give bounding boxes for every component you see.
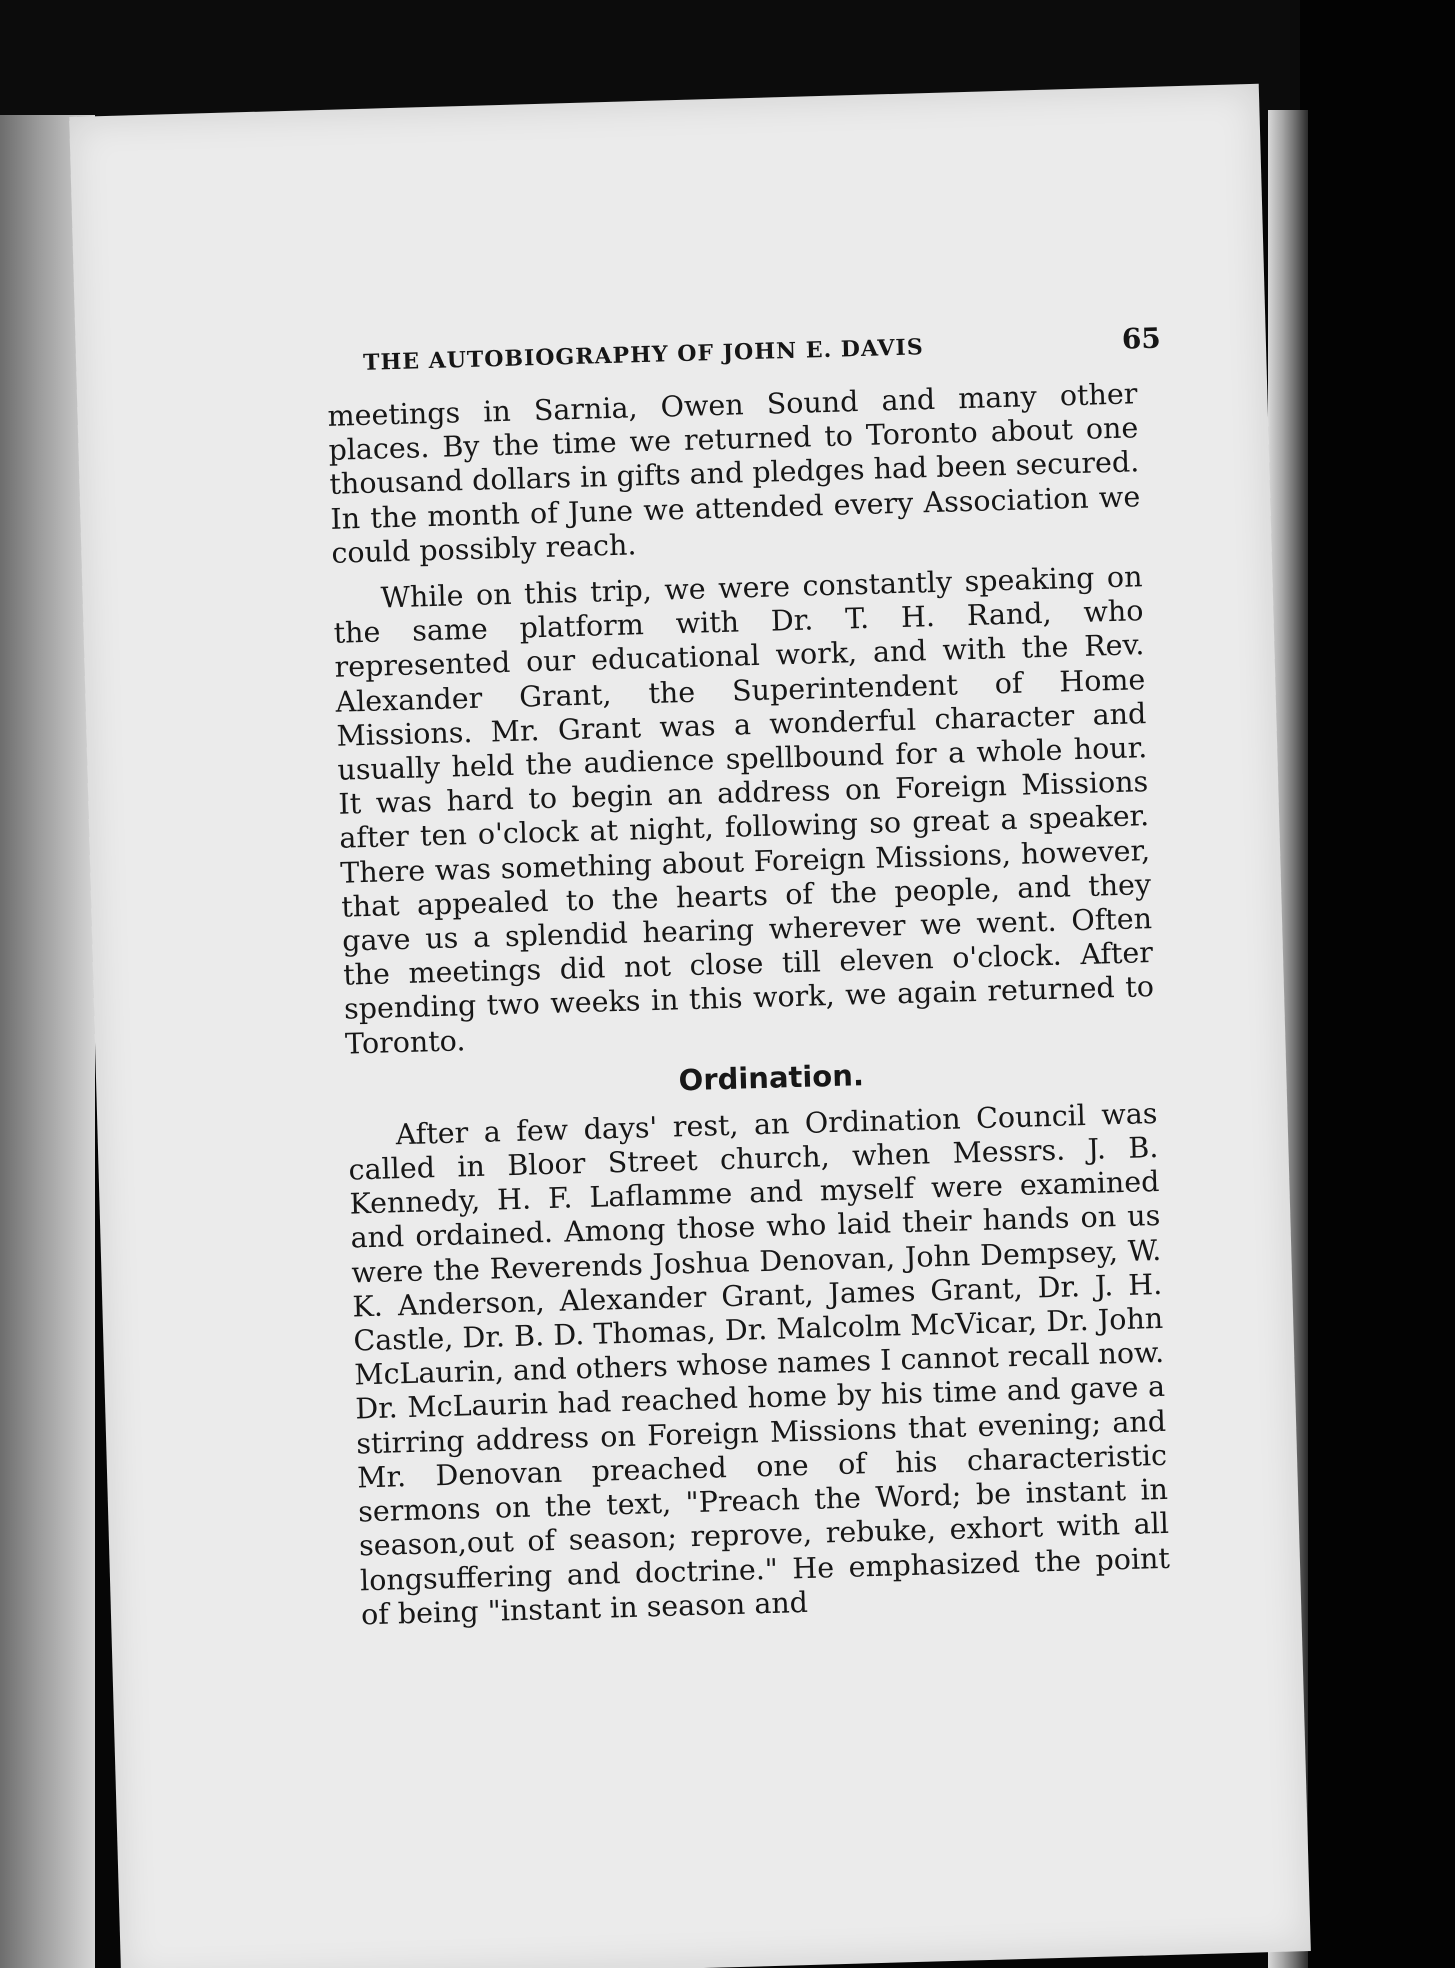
- running-title: THE AUTOBIOGRAPHY OF JOHN E. DAVIS: [362, 334, 924, 376]
- right-dark-margin: [1300, 0, 1455, 1968]
- page-number: 65: [1121, 321, 1162, 356]
- paragraph: While on this trip, we were constantly speaking on the same platform with Dr. T. H. Rand, who represented our educational work, and with the Rev. Alexander Grant, the Superintendent of Home Missions. Mr. Grant was a wonderful character and usually held the audience spellbound for a whole hour. It was hard to begin an address on Foreign Missions after ten o'clock at night, following so great a speaker. There was something about Foreign Missions, however, that appealed to the hearts of the people, and they gave us a splendid hearing wherever we went. Often the meetings did not close till eleven o'clock. After spending two weeks in this work, we again returned to Toronto.: [333, 560, 1155, 1061]
- paragraph-continued: meetings in Sarnia, Owen Sound and many other places. By the time we returned to Toronto about one thousand dollars in gifts and pledges had been secured. In the month of June we attended every Association we could possibly reach.: [327, 377, 1141, 570]
- paragraph: After a few days' rest, an Ordination Council was called in Bloor Street church, when Messrs. J. B. Kennedy, H. F. Laflamme and myself were examined and ordained. Among those who laid their hands on us were the Reverends Joshua Denovan, John Dempsey, W. K. Anderson, Alexander Grant, James Grant, Dr. J. H. Castle, Dr. B. D. Thomas, Dr. Malcolm McVicar, Dr. John McLaurin, and others whose names I cannot recall now. Dr. McLaurin had reached home by his time and gave a stirring address on Foreign Missions that evening; and Mr. Denovan preached one of his characteristic sermons on the text, "Preach the Word; be instant in season,out of season; reprove, rebuke, exhort with all longsuffering and doctrine." He emphasized the point of being "instant in season and: [348, 1096, 1171, 1632]
- running-header: [341, 321, 1162, 377]
- body-text: [327, 377, 1171, 1632]
- section-heading: Ordination.: [678, 1058, 865, 1098]
- book-page: [69, 84, 1311, 1968]
